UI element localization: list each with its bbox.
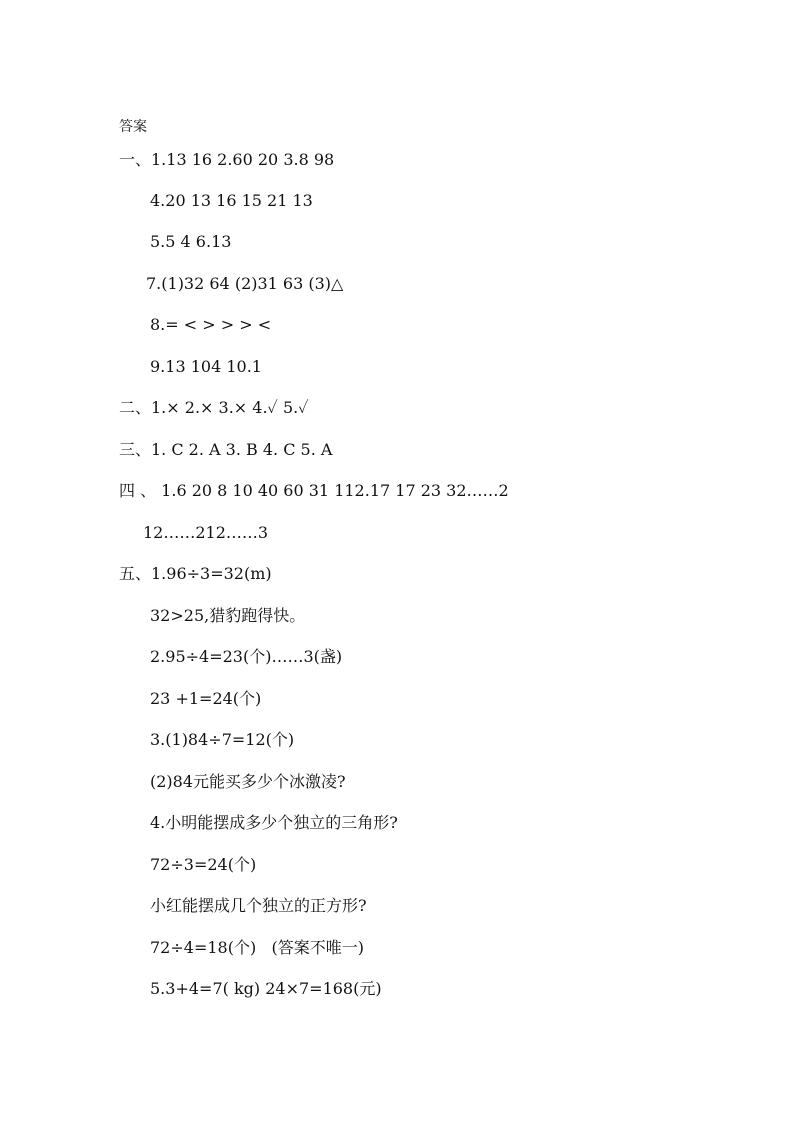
answer-line-12: 32>25,猎豹跑得快。 bbox=[150, 606, 306, 625]
answer-line-4: 7.(1)32 64 (2)31 63 (3)△ bbox=[146, 274, 344, 293]
answer-line-1: 一、1.13 16 2.60 20 3.8 98 bbox=[119, 150, 335, 169]
answer-line-2: 4.20 13 16 15 21 13 bbox=[150, 191, 313, 210]
answer-line-5: 8.= < > > > < bbox=[150, 315, 272, 334]
answer-line-13: 2.95÷4=23(个)……3(盏) bbox=[150, 647, 343, 666]
answer-line-3: 5.5 4 6.13 bbox=[150, 232, 232, 251]
answer-line-7: 二、1.× 2.× 3.× 4.✓ 5.✓ bbox=[119, 398, 309, 417]
answer-line-18: 72÷3=24(个) bbox=[150, 855, 257, 874]
answer-line-6: 9.13 104 10.1 bbox=[150, 357, 262, 376]
answer-line-16: (2)84元能买多少个冰激凌? bbox=[150, 772, 346, 791]
document-title: 答案 bbox=[119, 119, 147, 135]
answer-line-21: 5.3+4=7( kg) 24×7=168(元) bbox=[150, 979, 382, 998]
answer-line-14: 23 +1=24(个) bbox=[150, 689, 262, 708]
answer-line-20: 72÷4=18(个) (答案不唯一) bbox=[150, 938, 364, 957]
answer-line-19: 小红能摆成几个独立的正方形? bbox=[150, 896, 367, 915]
answer-line-8: 三、1. C 2. A 3. B 4. C 5. A bbox=[119, 440, 333, 459]
answer-line-9: 四 、 1.6 20 8 10 40 60 31 112.17 17 23 32……2 bbox=[119, 481, 509, 500]
answer-line-11: 五、1.96÷3=32(m) bbox=[119, 564, 272, 583]
answer-line-10: 12……212……3 bbox=[143, 523, 269, 542]
answer-line-17: 4.小明能摆成多少个独立的三角形? bbox=[150, 813, 398, 832]
answer-line-15: 3.(1)84÷7=12(个) bbox=[150, 730, 295, 749]
